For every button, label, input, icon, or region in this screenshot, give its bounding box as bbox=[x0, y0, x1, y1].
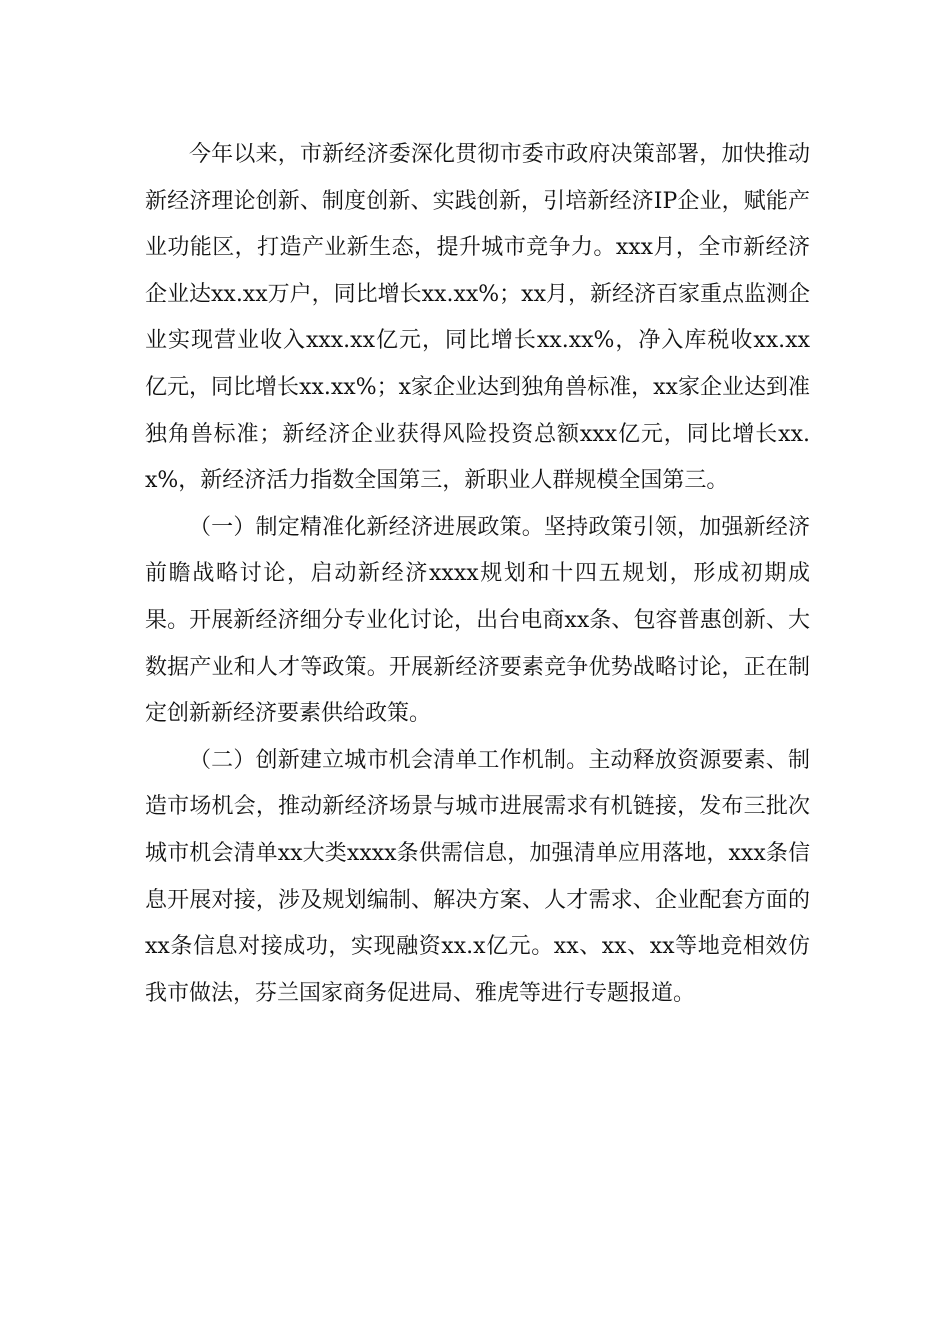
paragraph-intro: 今年以来，市新经济委深化贯彻市委市政府决策部署，加快推动新经济理论创新、制度创新、实践创新，引培新经济IP企业，赋能产业功能区，打造产业新生态，提升城市竞争力。xxx月，全市新经济企业达xx.xx万户，同比增长xx.xx%；xx月，新经济百家重点监测企业实现营业收入xxx.xx亿元，同比增长xx.xx%，净入库税收xx.xx亿元，同比增长xx.xx%；x家企业达到独角兽标准，xx家企业达到准独角兽标准；新经济企业获得风险投资总额xxx亿元，同比增长xx.x%，新经济活力指数全国第三，新职业人群规模全国第三。 bbox=[145, 142, 810, 494]
paragraph-section-1: （一）制定精准化新经济进展政策。坚持政策引领，加强新经济前瞻战略讨论，启动新经济xxxx规划和十四五规划，形成初期成果。开展新经济细分专业化讨论，出台电商xx条、包容普惠创新、大数据产业和人才等政策。开展新经济要素竞争优势战略讨论，正在制定创新新经济要素供给政策。 bbox=[145, 514, 810, 727]
paragraph-section-2: （二）创新建立城市机会清单工作机制。主动释放资源要素、制造市场机会，推动新经济场景与城市进展需求有机链接，发布三批次城市机会清单xx大类xxxx条供需信息，加强清单应用落地，xxx条信息开展对接，涉及规划编制、解决方案、人才需求、企业配套方面的xx条信息对接成功，实现融资xx.x亿元。xx、xx、xx等地竞相效仿我市做法，芬兰国家商务促进局、雅虎等进行专题报道。 bbox=[145, 747, 810, 1006]
document-body bbox=[145, 132, 810, 1017]
